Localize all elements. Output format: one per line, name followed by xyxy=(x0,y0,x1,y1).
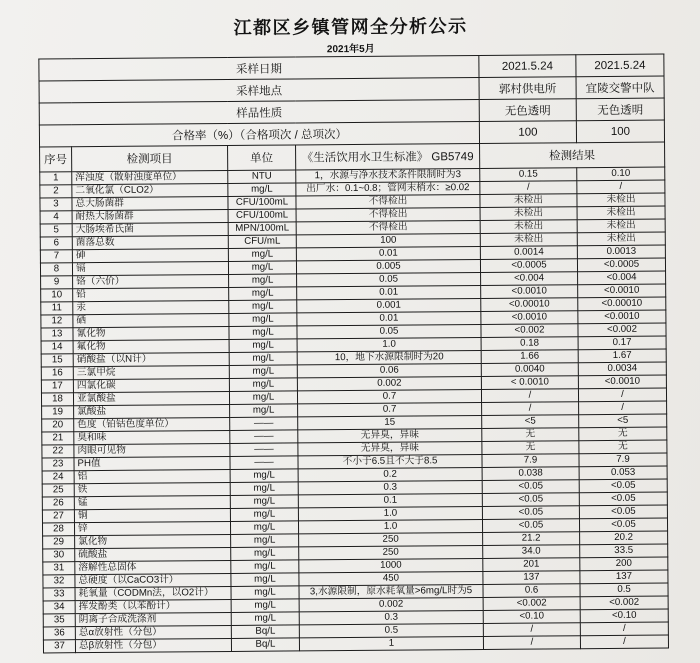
cell-result-2: <0.002 xyxy=(578,323,666,337)
cell-result-1: / xyxy=(480,181,577,195)
cell-seq: 15 xyxy=(41,354,73,367)
cell-standard: 不得检出 xyxy=(296,220,480,234)
cell-standard: 0.7 xyxy=(297,389,481,403)
cell-result-2: 0.0013 xyxy=(577,245,665,259)
cell-seq: 27 xyxy=(42,510,74,523)
cell-result-1: 0.6 xyxy=(483,584,580,598)
cell-result-1: <0.10 xyxy=(483,610,580,624)
cell-standard: 0.5 xyxy=(299,623,483,637)
cell-unit: CFU/mL xyxy=(228,235,296,249)
cell-standard: 不得检出 xyxy=(296,207,480,221)
header-unit: 单位 xyxy=(228,145,296,171)
cell-unit: —— xyxy=(230,417,298,431)
cell-item: 菌落总数 xyxy=(72,235,228,249)
cell-seq: 19 xyxy=(42,406,74,419)
cell-seq: 30 xyxy=(43,549,75,562)
cell-seq: 20 xyxy=(42,419,74,432)
cell-item: PH值 xyxy=(74,456,230,470)
cell-seq: 8 xyxy=(40,263,72,276)
page-title: 江都区乡镇管网全分析公示 xyxy=(233,16,468,38)
cell-unit: mg/L xyxy=(231,573,299,587)
cell-result-1: / xyxy=(482,402,579,416)
cell-result-2: <0.05 xyxy=(579,518,667,532)
cell-unit: mg/L xyxy=(229,287,297,301)
cell-seq: 26 xyxy=(42,497,74,510)
cell-result-2: 0.0034 xyxy=(578,362,666,376)
cell-item: 汞 xyxy=(73,300,229,314)
cell-standard: 0.002 xyxy=(299,597,483,611)
cell-result-2: 0.5 xyxy=(580,583,668,597)
cell-standard: 1.0 xyxy=(297,337,481,351)
cell-unit: mg/L xyxy=(230,469,298,483)
cell-result-2: / xyxy=(577,180,665,194)
cell-unit: mg/L xyxy=(229,378,297,392)
cell-seq: 21 xyxy=(42,432,74,445)
cell-unit: mg/L xyxy=(228,261,296,275)
cell-result-1: <0.0010 xyxy=(481,311,578,325)
meta-value: 2021.5.24 xyxy=(576,54,664,77)
cell-standard: 1，水源与净水技术条件限制时为3 xyxy=(296,168,480,182)
cell-item: 铅 xyxy=(73,287,229,301)
cell-result-2: 无 xyxy=(579,440,667,454)
cell-unit: mg/L xyxy=(229,339,297,353)
cell-unit: mg/L xyxy=(230,482,298,496)
meta-value: 无色透明 xyxy=(479,99,576,122)
cell-result-2: 0.17 xyxy=(578,336,666,350)
cell-standard: 0.01 xyxy=(297,311,481,325)
report-month: 2021年5月 xyxy=(326,43,375,56)
cell-seq: 5 xyxy=(40,224,72,237)
cell-result-2: 7.9 xyxy=(579,453,667,467)
cell-standard: 3,水源限制，原水耗氧量>6mg/L时为5 xyxy=(299,584,483,598)
cell-item: 氰化物 xyxy=(73,326,229,340)
cell-item: 氟化物 xyxy=(73,339,229,353)
cell-seq: 7 xyxy=(40,250,72,263)
cell-unit: mg/L xyxy=(229,300,297,314)
cell-unit: mg/L xyxy=(231,547,299,561)
cell-result-2: <0.0010 xyxy=(578,310,666,324)
cell-result-1: <0.002 xyxy=(483,597,580,611)
cell-seq: 3 xyxy=(40,198,72,211)
cell-seq: 6 xyxy=(40,237,72,250)
cell-unit: Bq/L xyxy=(231,625,299,639)
meta-value: 宜陵交警中队 xyxy=(576,76,664,99)
cell-seq: 13 xyxy=(41,328,73,341)
cell-result-2: 1.67 xyxy=(578,349,666,363)
cell-unit: mg/L xyxy=(229,365,297,379)
cell-item: 亚氯酸盐 xyxy=(73,391,229,405)
cell-item: 硫酸盐 xyxy=(75,547,231,561)
cell-standard: 0.3 xyxy=(298,480,482,494)
cell-result-2: <0.0005 xyxy=(577,258,665,272)
cell-unit: mg/L xyxy=(231,599,299,613)
cell-unit: mg/L xyxy=(229,313,297,327)
cell-standard: 0.01 xyxy=(296,246,480,260)
cell-result-1: 0.18 xyxy=(481,337,578,351)
cell-result-2: 未检出 xyxy=(577,219,665,233)
cell-item: 硝酸盐（以N计） xyxy=(73,352,229,366)
cell-item: 浑浊度（散射浊度单位） xyxy=(72,170,228,184)
cell-unit: CFU/100mL xyxy=(228,196,296,210)
cell-result-1: / xyxy=(483,636,580,650)
cell-standard: 0.01 xyxy=(297,285,481,299)
cell-result-1: 21.2 xyxy=(483,532,580,546)
cell-standard: 450 xyxy=(299,571,483,585)
meta-label: 合格率（%）（合格项次 / 总项次） xyxy=(39,121,479,146)
cell-result-2: 未检出 xyxy=(577,206,665,220)
cell-standard: 1000 xyxy=(299,558,483,572)
cell-result-1: 0.15 xyxy=(480,168,577,182)
header-seq: 序号 xyxy=(40,147,72,172)
meta-value: 100 xyxy=(576,120,664,143)
cell-result-1: <0.0010 xyxy=(481,285,578,299)
cell-item: 总硬度（以CaCO3计） xyxy=(75,573,231,587)
cell-seq: 12 xyxy=(41,315,73,328)
cell-seq: 28 xyxy=(42,523,74,536)
cell-item: 总α放射性（分包） xyxy=(75,625,231,639)
cell-standard: 1.0 xyxy=(298,519,482,533)
cell-result-2: <0.05 xyxy=(579,479,667,493)
cell-result-1: 未检出 xyxy=(480,233,577,247)
cell-result-2: 137 xyxy=(580,570,668,584)
cell-standard: 0.1 xyxy=(298,493,482,507)
cell-seq: 34 xyxy=(43,601,75,614)
cell-seq: 31 xyxy=(43,562,75,575)
cell-item: 镉 xyxy=(72,261,228,275)
cell-item: 三氯甲烷 xyxy=(73,365,229,379)
cell-item: 氯酸盐 xyxy=(74,404,230,418)
meta-value: 100 xyxy=(479,121,576,144)
cell-item: 铝 xyxy=(74,469,230,483)
cell-item: 溶解性总固体 xyxy=(75,560,231,574)
cell-result-2: 20.2 xyxy=(580,531,668,545)
cell-result-2: / xyxy=(578,388,666,402)
meta-value: 2021.5.24 xyxy=(479,55,576,78)
cell-unit: mg/L xyxy=(229,326,297,340)
cell-result-2: 0.10 xyxy=(577,167,665,181)
cell-result-2: <0.05 xyxy=(579,492,667,506)
cell-result-2: <5 xyxy=(579,414,667,428)
cell-result-1: 34.0 xyxy=(483,545,580,559)
cell-result-1: 无 xyxy=(482,441,579,455)
cell-unit: —— xyxy=(230,443,298,457)
cell-standard: 不小于6.5且不大于8.5 xyxy=(298,454,482,468)
cell-standard: 0.05 xyxy=(297,272,481,286)
cell-seq: 17 xyxy=(41,380,73,393)
cell-unit: mg/L xyxy=(230,404,298,418)
cell-standard: 10，地下水源限制时为20 xyxy=(297,350,481,364)
cell-standard: 0.005 xyxy=(296,259,480,273)
cell-result-1: 1.66 xyxy=(481,350,578,364)
cell-unit: mg/L xyxy=(229,352,297,366)
meta-label: 采样日期 xyxy=(39,56,479,81)
cell-item: 肉眼可见物 xyxy=(74,443,230,457)
cell-unit: mg/L xyxy=(231,586,299,600)
cell-seq: 24 xyxy=(42,471,74,484)
cell-item: 锌 xyxy=(74,521,230,535)
cell-unit: mg/L xyxy=(230,495,298,509)
cell-unit: Bq/L xyxy=(231,638,299,652)
cell-result-1: <0.05 xyxy=(482,493,579,507)
cell-result-1: 0.0040 xyxy=(481,363,578,377)
cell-standard: 250 xyxy=(299,532,483,546)
header-standard: 《生活饮用水卫生标准》 GB5749 xyxy=(296,143,480,169)
cell-standard: 0.3 xyxy=(299,610,483,624)
cell-result-1: <0.0005 xyxy=(480,259,577,273)
cell-item: 总大肠菌群 xyxy=(72,196,228,210)
cell-seq: 37 xyxy=(43,640,75,653)
cell-standard: 出厂水：0.1~0.8；管网末梢水：≥0.02 xyxy=(296,181,480,195)
cell-result-1: <0.05 xyxy=(482,506,579,520)
cell-result-2: 200 xyxy=(580,557,668,571)
cell-unit: mg/L xyxy=(228,183,296,197)
cell-standard: 100 xyxy=(296,233,480,247)
cell-result-1: 未检出 xyxy=(480,220,577,234)
cell-standard: 0.2 xyxy=(298,467,482,481)
cell-result-1: 0.038 xyxy=(482,467,579,481)
cell-seq: 16 xyxy=(41,367,73,380)
cell-seq: 11 xyxy=(41,302,73,315)
cell-result-2: 未检出 xyxy=(577,232,665,246)
cell-standard: 1.0 xyxy=(298,506,482,520)
cell-result-1: 未检出 xyxy=(480,194,577,208)
cell-result-1: <5 xyxy=(482,415,579,429)
cell-unit: CFU/100mL xyxy=(228,209,296,223)
cell-result-1: <0.002 xyxy=(481,324,578,338)
cell-item: 四氯化碳 xyxy=(73,378,229,392)
cell-unit: mg/L xyxy=(231,612,299,626)
cell-seq: 29 xyxy=(43,536,75,549)
cell-result-1: 0.0014 xyxy=(480,246,577,260)
report-content xyxy=(38,11,668,654)
cell-item: 阴离子合成洗涤剂 xyxy=(75,612,231,626)
cell-seq: 25 xyxy=(42,484,74,497)
header-result: 检测结果 xyxy=(480,142,665,168)
cell-item: 耐热大肠菌群 xyxy=(72,209,228,223)
cell-unit: mg/L xyxy=(228,248,296,262)
cell-result-2: 无 xyxy=(579,427,667,441)
cell-item: 大肠埃希氏菌 xyxy=(72,222,228,236)
cell-result-2: <0.00010 xyxy=(578,297,666,311)
cell-unit: mg/L xyxy=(229,274,297,288)
cell-item: 铁 xyxy=(74,482,230,496)
cell-standard: 0.06 xyxy=(297,363,481,377)
cell-item: 氯化物 xyxy=(75,534,231,548)
cell-result-1: 7.9 xyxy=(482,454,579,468)
cell-result-1: < 0.0010 xyxy=(481,376,578,390)
cell-result-1: <0.05 xyxy=(482,519,579,533)
cell-standard: 15 xyxy=(298,415,482,429)
cell-result-2: <0.05 xyxy=(579,505,667,519)
analysis-table xyxy=(38,54,669,654)
cell-result-2: <0.10 xyxy=(580,609,668,623)
cell-item: 铬（六价） xyxy=(73,274,229,288)
cell-seq: 14 xyxy=(41,341,73,354)
cell-result-1: 201 xyxy=(483,558,580,572)
cell-item: 色度（铂钴色度单位） xyxy=(74,417,230,431)
cell-result-1: / xyxy=(483,623,580,637)
cell-seq: 10 xyxy=(41,289,73,302)
cell-unit: mg/L xyxy=(230,521,298,535)
cell-standard: 0.002 xyxy=(297,376,481,390)
meta-value: 郭村供电所 xyxy=(479,77,576,100)
cell-seq: 1 xyxy=(40,172,72,185)
cell-item: 砷 xyxy=(72,248,228,262)
cell-unit: mg/L xyxy=(231,534,299,548)
cell-standard: 无异臭，异味 xyxy=(298,428,482,442)
cell-item: 挥发酚类（以苯酚计） xyxy=(75,599,231,613)
cell-unit: —— xyxy=(230,456,298,470)
cell-item: 臭和味 xyxy=(74,430,230,444)
cell-seq: 4 xyxy=(40,211,72,224)
cell-result-1: 未检出 xyxy=(480,207,577,221)
cell-result-1: <0.004 xyxy=(481,272,578,286)
cell-unit: mg/L xyxy=(230,508,298,522)
cell-seq: 32 xyxy=(43,575,75,588)
cell-result-2: <0.0010 xyxy=(578,284,666,298)
cell-standard: 1 xyxy=(299,636,483,650)
cell-unit: —— xyxy=(230,430,298,444)
cell-seq: 36 xyxy=(43,627,75,640)
cell-result-2: <0.004 xyxy=(578,271,666,285)
cell-seq: 23 xyxy=(42,458,74,471)
cell-result-2: / xyxy=(580,622,668,636)
cell-result-2: 0.053 xyxy=(579,466,667,480)
cell-result-2: / xyxy=(579,401,667,415)
cell-standard: 0.001 xyxy=(297,298,481,312)
cell-result-1: 无 xyxy=(482,428,579,442)
cell-seq: 18 xyxy=(41,393,73,406)
cell-item: 二氧化氯（CLO2） xyxy=(72,183,228,197)
cell-unit: MPN/100mL xyxy=(228,222,296,236)
cell-result-2: <0.002 xyxy=(580,596,668,610)
cell-item: 铜 xyxy=(74,508,230,522)
cell-item: 总β放射性（分包） xyxy=(75,638,231,652)
cell-result-2: / xyxy=(580,635,668,649)
cell-result-2: <0.0010 xyxy=(578,375,666,389)
header-item: 检测项目 xyxy=(72,145,228,171)
cell-result-1: <0.05 xyxy=(482,480,579,494)
cell-item: 耗氧量（CODMn法，以O2计） xyxy=(75,586,231,600)
cell-seq: 9 xyxy=(41,276,73,289)
cell-standard: 250 xyxy=(299,545,483,559)
meta-label: 样品性质 xyxy=(39,99,479,124)
cell-result-2: 33.5 xyxy=(580,544,668,558)
meta-value: 无色透明 xyxy=(576,98,664,121)
cell-seq: 2 xyxy=(40,185,72,198)
cell-unit: mg/L xyxy=(231,560,299,574)
cell-result-1: <0.00010 xyxy=(481,298,578,312)
analysis-table-body xyxy=(39,54,669,653)
cell-seq: 33 xyxy=(43,588,75,601)
cell-result-1: 137 xyxy=(483,571,580,585)
cell-unit: NTU xyxy=(228,170,296,184)
cell-seq: 35 xyxy=(43,614,75,627)
cell-result-1: / xyxy=(481,389,578,403)
cell-item: 锰 xyxy=(74,495,230,509)
cell-standard: 0.05 xyxy=(297,324,481,338)
cell-standard: 不得检出 xyxy=(296,194,480,208)
cell-seq: 22 xyxy=(42,445,74,458)
cell-standard: 无异臭，异味 xyxy=(298,441,482,455)
cell-item: 硒 xyxy=(73,313,229,327)
meta-label: 采样地点 xyxy=(39,78,479,103)
cell-unit: mg/L xyxy=(229,391,297,405)
cell-standard: 0.7 xyxy=(298,402,482,416)
cell-result-2: 未检出 xyxy=(577,193,665,207)
